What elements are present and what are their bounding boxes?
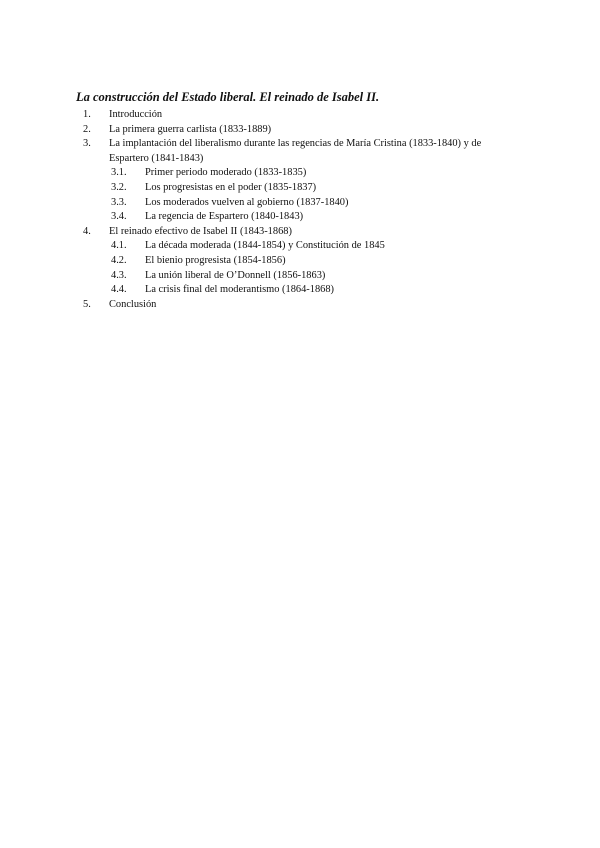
item-text: La primera guerra carlista (1833-1889) <box>109 123 272 135</box>
item-number: 4.3. <box>111 269 127 281</box>
item-number: 4.4. <box>111 284 127 296</box>
item-number: 3.1. <box>111 167 127 179</box>
item-number: 4.2. <box>111 254 127 266</box>
outline-item-5 <box>0 298 600 313</box>
outline-item-2 <box>0 123 600 138</box>
item-number: 4.1. <box>111 240 127 252</box>
item-text: Los moderados vuelven al gobierno (1837-1840) <box>145 196 349 208</box>
item-number: 2. <box>83 123 91 135</box>
outline-item-1 <box>0 108 600 123</box>
item-text: Introducción <box>109 109 163 120</box>
item-text: La unión liberal de O’Donnell (1856-1863) <box>145 269 326 281</box>
outline-item-4 <box>0 225 600 240</box>
item-number: 3.3. <box>111 196 127 208</box>
outline-item-3-3 <box>0 196 600 211</box>
item-text: La crisis final del moderantismo (1864-1868) <box>145 284 335 296</box>
item-number: 3.2. <box>111 181 127 193</box>
outline-item-4-3 <box>0 269 600 284</box>
item-number: 4. <box>83 225 91 237</box>
item-number: 5. <box>83 298 91 310</box>
item-text: El bienio progresista (1854-1856) <box>145 254 286 266</box>
item-number: 3. <box>83 138 91 150</box>
outline-item-4-1 <box>0 239 600 254</box>
item-text: La regencia de Espartero (1840-1843) <box>145 211 304 223</box>
item-number: 3.4. <box>111 211 127 223</box>
item-text: Primer periodo moderado (1833-1835) <box>145 167 307 179</box>
document-title: La construcción del Estado liberal. El reinado de Isabel II. <box>76 90 380 104</box>
outline-item-3 <box>0 137 600 166</box>
outline-item-3-4 <box>0 210 600 225</box>
outline-item-4-4 <box>0 283 600 298</box>
item-text: El reinado efectivo de Isabel II (1843-1868) <box>109 225 292 237</box>
item-text: La implantación del liberalismo durante las regencias de María Cristina (1833-1840) y de Espartero (1841-1843) <box>109 138 482 164</box>
outline-list <box>0 108 600 312</box>
item-text: Conclusión <box>109 298 157 310</box>
item-text: La década moderada (1844-1854) y Constitución de 1845 <box>145 240 385 252</box>
outline-item-3-1 <box>0 166 600 181</box>
outline-item-4-2 <box>0 254 600 269</box>
item-text: Los progresistas en el poder (1835-1837) <box>145 181 317 193</box>
item-number: 1. <box>83 109 91 120</box>
outline-item-3-2 <box>0 181 600 196</box>
